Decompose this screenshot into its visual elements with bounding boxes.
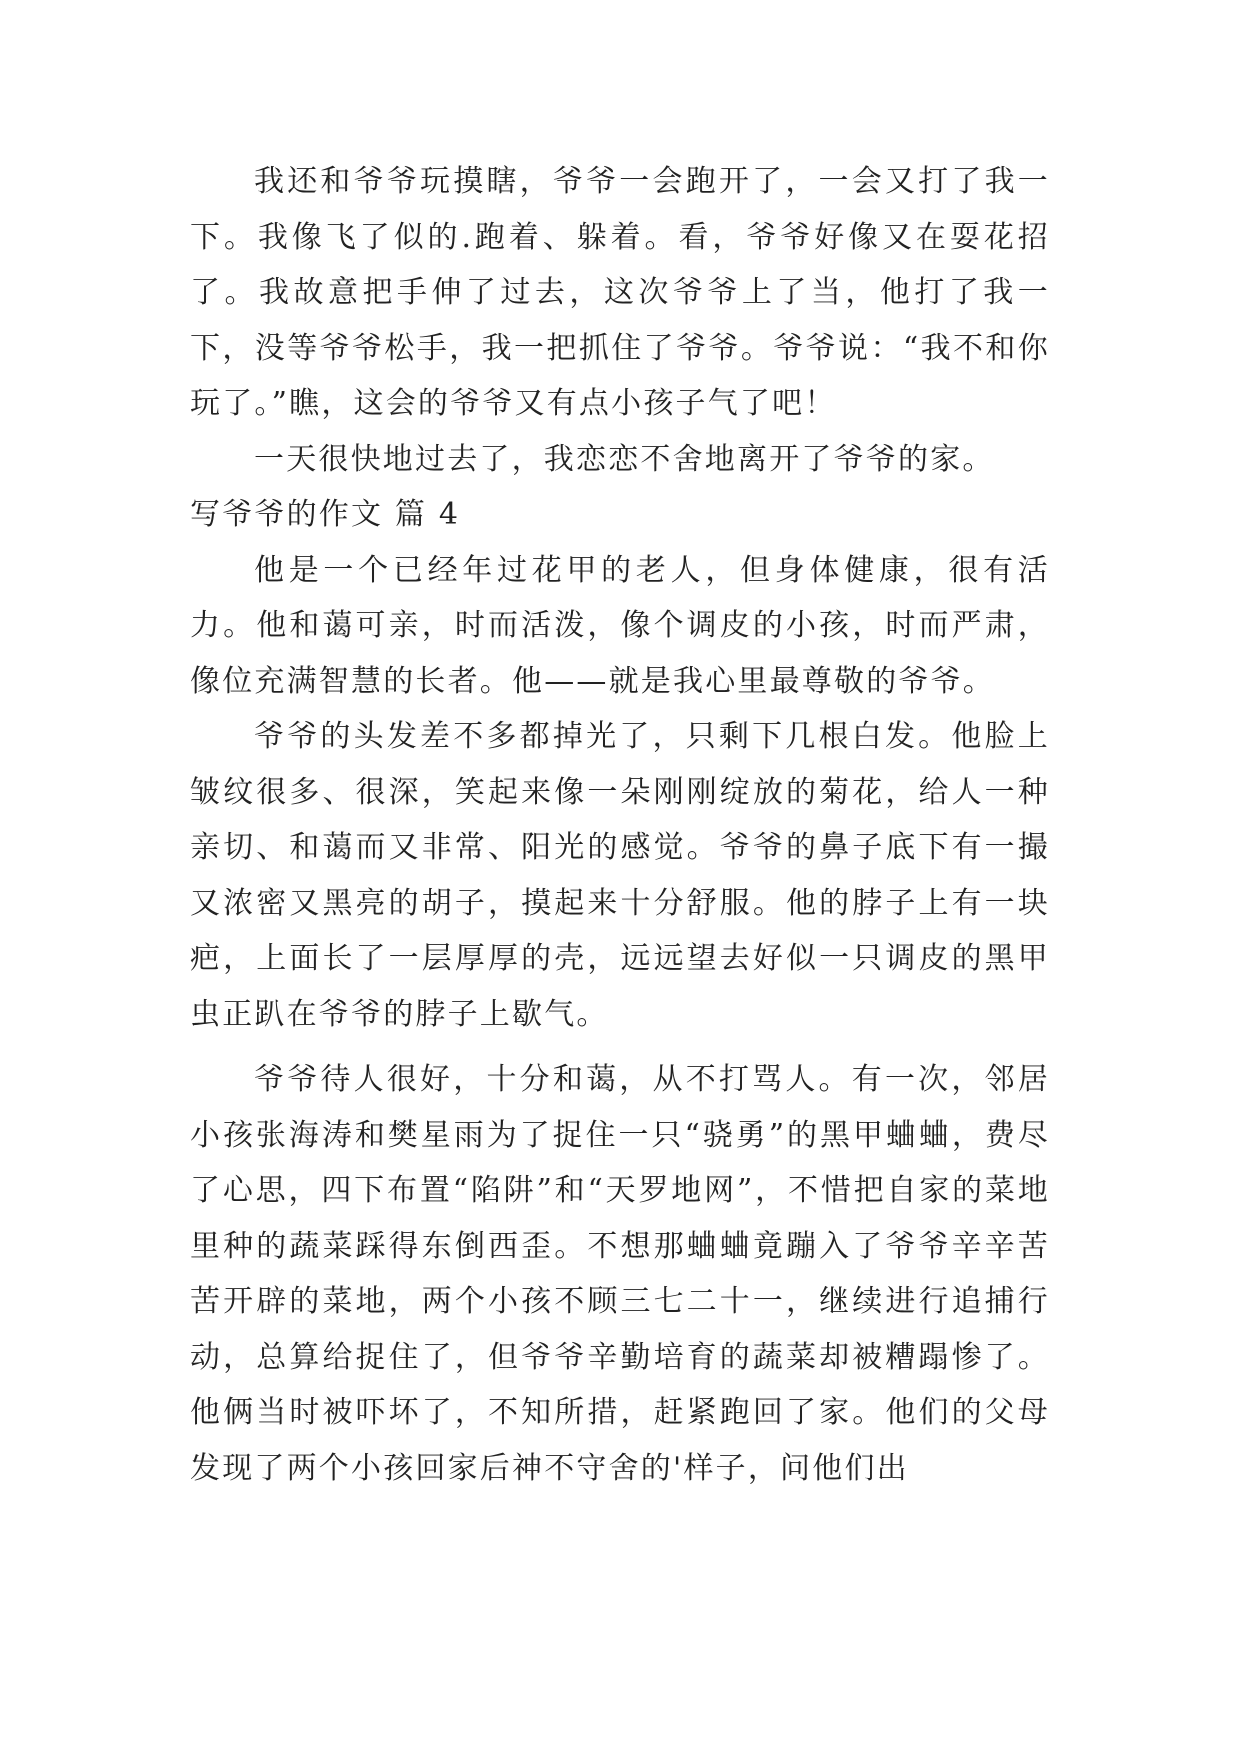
paragraph: 爷爷待人很好，十分和蔼，从不打骂人。有一次，邻居小孩张海涛和樊星雨为了捉住一只“骁勇”的黑甲蛐蛐，费尽了心思，四下布置“陷阱”和“天罗地网”，不惜把自家的菜地里种的蔬菜踩得东倒西歪。不想那蛐蛐竟蹦入了爷爷辛辛苦苦开辟的菜地，两个小孩不顾三七二十一，继续进行追捕行动，总算给捉住了，但爷爷辛勤培育的蔬菜却被糟蹋惨了。他俩当时被吓坏了，不知所措，赶紧跑回了家。他们的父母发现了两个小孩回家后神不守舍的'样子，问他们出	[190, 1062, 1050, 1486]
paragraph-spacer	[190, 1042, 1050, 1052]
paragraph: 我还和爷爷玩摸瞎，爷爷一会跑开了，一会又打了我一下。我像飞了似的.跑着、躲着。看，爷爷好像又在耍花招了。我故意把手伸了过去，这次爷爷上了当，他打了我一下，没等爷爷松手，我一把抓住了爷爷。爷爷说：“我不和你玩了。”瞧，这会的爷爷又有点小孩子气了吧！	[190, 164, 1050, 421]
paragraph: 爷爷的头发差不多都掉光了，只剩下几根白发。他脸上皱纹很多、很深，笑起来像一朵刚刚绽放的菊花，给人一种亲切、和蔼而又非常、阳光的感觉。爷爷的鼻子底下有一撮又浓密又黑亮的胡子，摸起来十分舒服。他的脖子上有一块疤，上面长了一层厚厚的壳，远远望去好似一只调皮的黑甲虫正趴在爷爷的脖子上歇气。	[190, 719, 1050, 1032]
paragraph: 他是一个已经年过花甲的老人，但身体健康，很有活力。他和蔼可亲，时而活泼，像个调皮的小孩，时而严肃，像位充满智慧的长者。他——就是我心里最尊敬的爷爷。	[190, 552, 1050, 699]
paragraph: 一天很快地过去了，我恋恋不舍地离开了爷爷的家。	[254, 441, 995, 477]
section-heading: 写爷爷的作文 篇 4	[190, 497, 461, 532]
document-page	[190, 154, 1050, 1496]
